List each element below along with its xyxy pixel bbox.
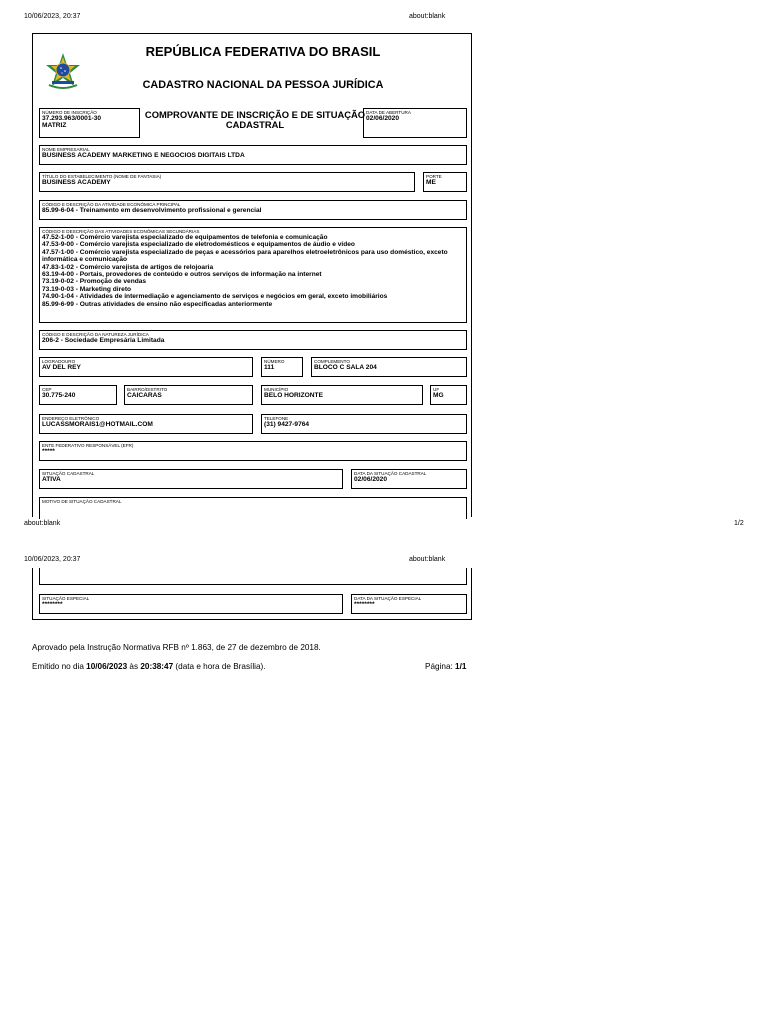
field-email: [39, 414, 253, 434]
secondary-activity-item: 73.19-0-03 - Marketing direto: [42, 285, 132, 293]
field-label: NOME EMPRESARIAL: [42, 147, 90, 152]
field-value: 111: [264, 364, 275, 371]
page-indicator: [425, 662, 466, 671]
field-value: AV DEL REY: [42, 364, 81, 371]
field-data-situacao: [351, 469, 467, 489]
field-bairro: [124, 385, 253, 405]
field-numero: [261, 357, 303, 377]
cnpj-document: [32, 33, 472, 517]
field-label: NÚMERO: [264, 359, 285, 364]
emission-suffix: (data e hora de Brasília).: [173, 662, 266, 671]
secondary-activity-item: 47.53-9-00 - Comércio varejista especializado de eletrodomésticos e equipamentos de áudio e vídeo: [42, 241, 355, 249]
emission-time: 20:38:47: [140, 662, 174, 671]
field-atividade-principal: [39, 200, 467, 220]
field-value: 02/06/2020: [354, 476, 388, 483]
field-value: ME: [426, 179, 436, 186]
emission-date: 10/06/2023: [86, 662, 128, 671]
emission-note: [32, 662, 266, 671]
secondary-activity-item: 85.99-6-99 - Outras atividades de ensino não especificadas anteriormente: [42, 300, 273, 308]
document-subtitle: CADASTRO NACIONAL DA PESSOA JURÍDICA: [142, 79, 384, 91]
print-footer-url: about:blank: [24, 520, 61, 527]
field-value: CAICARAS: [127, 392, 162, 399]
emission-prefix: Emitido no dia: [32, 662, 87, 671]
field-municipio: [261, 385, 423, 405]
field-label: COMPLEMENTO: [314, 359, 350, 364]
field-value: MG: [433, 392, 444, 399]
field-label: TÍTULO DO ESTABELECIMENTO (NOME DE FANTASIA): [42, 174, 162, 179]
field-efr: [39, 441, 467, 461]
document-title: REPÚBLICA FEDERATIVA DO BRASIL: [145, 44, 381, 59]
field-label: MUNICÍPIO: [264, 387, 289, 392]
field-value-matriz: MATRIZ: [42, 122, 67, 130]
secondary-activity-item: 47.57-1-00 - Comércio varejista especializado de peças e acessórios para aparelhos eletroeletrônicos para uso doméstico, exceto informática e comunicação: [42, 248, 448, 264]
field-value: *****: [42, 448, 55, 455]
field-value: 02/06/2020: [366, 115, 400, 122]
print-page-number: 1/2: [734, 520, 744, 527]
field-nome-empresarial: [39, 145, 467, 165]
field-label: ENDEREÇO ELETRÔNICO: [42, 416, 100, 421]
field-telefone: [261, 414, 467, 434]
field-value: BLOCO C SALA 204: [314, 364, 377, 371]
field-label: PORTE: [426, 174, 442, 179]
field-label: SITUAÇÃO CADASTRAL: [42, 471, 95, 476]
field-value: ********: [42, 601, 63, 608]
field-label: MOTIVO DE SITUAÇÃO CADASTRAL: [42, 499, 122, 504]
print-datetime: 10/06/2023, 20:37: [24, 13, 81, 20]
field-label: TELEFONE: [264, 416, 289, 421]
field-label: CÓDIGO E DESCRIÇÃO DAS ATIVIDADES ECONÔMICAS SECUNDÁRIAS: [42, 229, 200, 234]
field-value: 37.293.963/0001-30: [42, 115, 102, 122]
field-motivo-situacao: [39, 497, 467, 519]
approval-note: Aprovado pela Instrução Normativa RFB nº 1.863, de 27 de dezembro de 2018.: [32, 643, 321, 652]
secondary-activity-item: 73.19-0-02 - Promoção de vendas: [42, 278, 147, 286]
field-label: CÓDIGO E DESCRIÇÃO DA ATIVIDADE ECONÔMICA PRINCIPAL: [42, 202, 181, 207]
field-numero-inscricao: [39, 108, 140, 138]
field-data-situacao-especial: [351, 594, 467, 614]
field-logradouro: [39, 357, 253, 377]
field-label: LOGRADOURO: [42, 359, 76, 364]
field-label: DATA DA SITUAÇÃO CADASTRAL: [354, 471, 427, 476]
field-complemento: [311, 357, 467, 377]
field-value: BELO HORIZONTE: [264, 392, 323, 399]
field-value: ATIVA: [42, 476, 61, 483]
field-label: CEP: [42, 387, 52, 392]
field-atividades-secundarias: [39, 227, 467, 323]
cnpj-document-continued: [32, 568, 472, 620]
brazil-coat-of-arms-icon: [43, 51, 83, 91]
field-uf: [430, 385, 467, 405]
field-label: NÚMERO DE INSCRIÇÃO: [42, 110, 97, 115]
field-data-abertura: [363, 108, 467, 138]
field-label: DATA DE ABERTURA: [366, 110, 411, 115]
field-label: UF: [433, 387, 440, 392]
secondary-activity-item: 74.90-1-04 - Atividades de intermediação e agenciamento de serviços e negócios em geral, exceto imobiliários: [42, 293, 388, 301]
field-cep: [39, 385, 117, 405]
field-motivo-continued: [39, 568, 467, 585]
field-value: 85.99-6-04 - Treinamento em desenvolvimento profissional e gerencial: [42, 207, 262, 214]
field-label: ENTE FEDERATIVO RESPONSÁVEL (EFR): [42, 443, 134, 448]
page-prefix: Página:: [425, 662, 456, 671]
field-label: CÓDIGO E DESCRIÇÃO DA NATUREZA JURÍDICA: [42, 332, 149, 337]
field-value: LUCASSMORAIS1@HOTMAIL.COM: [42, 421, 153, 428]
field-value: 30.775-240: [42, 392, 76, 399]
field-situacao-especial: [39, 594, 343, 614]
field-label: BAIRRO/DISTRITO: [127, 387, 168, 392]
emission-mid: às: [127, 662, 141, 671]
field-label: SITUAÇÃO ESPECIAL: [42, 596, 90, 601]
secondary-activity-item: 63.19-4-00 - Portais, provedores de conteúdo e outros serviços de informação na internet: [42, 271, 322, 279]
field-value: 206-2 - Sociedade Empresária Limitada: [42, 337, 165, 344]
field-porte: [423, 172, 467, 192]
field-situacao-cadastral: [39, 469, 343, 489]
field-value: ********: [354, 601, 375, 608]
field-natureza-juridica: [39, 330, 467, 350]
secondary-activity-item: 47.83-1-02 - Comércio varejista de artigos de relojoaria: [42, 263, 214, 271]
field-value: BUSINESS ACADEMY: [42, 179, 111, 186]
print-url-page2: about:blank: [409, 556, 446, 563]
field-value: BUSINESS ACADEMY MARKETING E NEGOCIOS DIGITAIS LTDA: [42, 152, 245, 159]
secondary-activity-item: 47.52-1-00 - Comércio varejista especializado de equipamentos de telefonia e comunicação: [42, 234, 328, 241]
field-titulo-estabelecimento: [39, 172, 415, 192]
print-url: about:blank: [409, 13, 446, 20]
page-value: 1/1: [455, 662, 467, 671]
field-label: DATA DA SITUAÇÃO ESPECIAL: [354, 596, 422, 601]
print-datetime-page2: 10/06/2023, 20:37: [24, 556, 81, 563]
field-value: (31) 9427-9764: [264, 421, 310, 428]
comprovante-heading: COMPROVANTE DE INSCRIÇÃO E DE SITUAÇÃO CADASTRAL: [144, 109, 366, 130]
